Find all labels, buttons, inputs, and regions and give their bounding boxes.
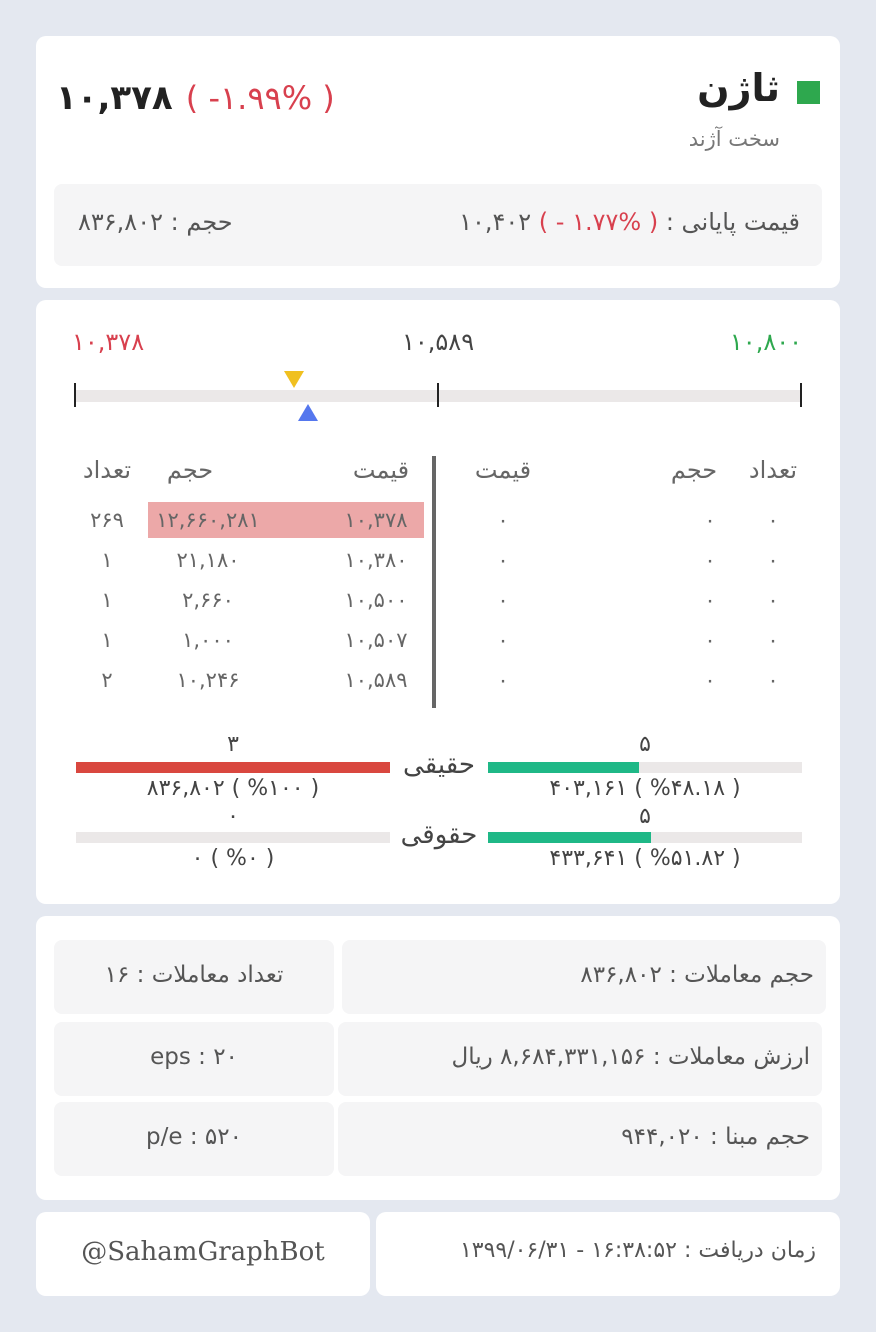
symbol-title: ثاژن <box>697 66 780 110</box>
buy-row-price: ۰ <box>497 668 509 692</box>
received-time-card <box>376 1212 840 1296</box>
buy-row-volume: ۰ <box>704 588 716 612</box>
legal-label: حقوقی <box>400 820 478 850</box>
real-label: حقیقی <box>403 750 475 780</box>
sell-row-volume: ۱,۰۰۰ <box>182 628 234 652</box>
sell-row-price: ۱۰,۵۰۰ <box>344 588 408 612</box>
sell-row-count: ۱ <box>101 628 113 652</box>
market-card <box>36 300 840 904</box>
real-sell-count: ۳ <box>227 732 239 757</box>
trade-volume: حجم معاملات : ۸۳۶,۸۰۲ <box>580 962 814 988</box>
sell-volume-header: حجم <box>166 456 214 484</box>
volume-row <box>78 208 233 236</box>
eps-box <box>54 1022 334 1096</box>
buy-row-count: ۰ <box>767 548 779 572</box>
legal-sell-count: ۰ <box>227 804 239 829</box>
pe: p/e : ۵۲۰ <box>146 1124 242 1150</box>
real-buy-text: ( %۴۸.۱۸ ) ۴۰۳,۱۶۱ <box>549 776 741 801</box>
last-price-group <box>56 78 335 118</box>
closing-price-row <box>459 208 800 236</box>
sell-row-price: ۱۰,۵۸۹ <box>344 668 408 692</box>
range-track <box>76 390 802 402</box>
buy-row-volume: ۰ <box>704 628 716 652</box>
buy-row-count: ۰ <box>767 628 779 652</box>
real-sell-text: ( %۱۰۰ ) ۸۳۶,۸۰۲ <box>146 776 320 801</box>
base-volume: حجم مبنا : ۹۴۴,۰۲۰ <box>621 1124 810 1150</box>
pe-box <box>54 1102 334 1176</box>
range-tick-mid <box>437 383 439 407</box>
header-card <box>36 36 840 288</box>
buy-row-volume: ۰ <box>704 508 716 532</box>
eps: eps : ۲۰ <box>150 1044 238 1070</box>
closing-price: ۱۰,۴۰۲ <box>459 208 532 236</box>
trade-value-box <box>338 1022 822 1096</box>
sell-row-volume: ۲,۶۶۰ <box>182 588 234 612</box>
sell-price-header: قیمت <box>352 456 410 484</box>
company-name: سخت آژند <box>688 127 780 151</box>
bot-handle-card <box>36 1212 370 1296</box>
range-mid-label: ۱۰,۵۸۹ <box>402 328 475 356</box>
sell-row-price: ۱۰,۳۷۸ <box>344 508 408 532</box>
buy-row-volume: ۰ <box>704 668 716 692</box>
summary-box <box>54 184 822 266</box>
buy-row-price: ۰ <box>497 548 509 572</box>
legal-buy-bar <box>488 832 651 843</box>
sell-row-price: ۱۰,۵۰۷ <box>344 628 408 652</box>
trade-volume-box <box>342 940 826 1014</box>
range-tick-left <box>74 383 76 407</box>
buy-row-price: ۰ <box>497 628 509 652</box>
legal-buy-count: ۵ <box>639 804 651 829</box>
range-tick-right <box>800 383 802 407</box>
last-price-marker-icon <box>298 404 318 421</box>
change-percent: ( -۱.۹۹% ) <box>185 79 335 117</box>
buy-row-volume: ۰ <box>704 548 716 572</box>
range-low-label: ۱۰,۳۷۸ <box>72 328 145 356</box>
volume-value: ۸۳۶,۸۰۲ <box>78 208 163 236</box>
trade-count-box <box>54 940 334 1014</box>
sell-row-count: ۲ <box>101 668 113 692</box>
sell-row-count: ۲۶۹ <box>90 508 124 532</box>
closing-price-marker-icon <box>284 371 304 388</box>
stats-card <box>36 916 840 1200</box>
real-buy-bar <box>488 762 639 773</box>
orderbook-divider <box>432 456 436 708</box>
closing-label: قیمت پایانی : <box>665 208 800 236</box>
received-time: زمان دریافت : ۱۶:۳۸:۵۲ - ۱۳۹۹/۰۶/۳۱ <box>459 1238 816 1263</box>
buy-count-header: تعداد <box>748 456 798 484</box>
volume-label: حجم : <box>170 208 233 236</box>
trade-count: تعداد معاملات : ۱۶ <box>104 962 284 988</box>
closing-change: ( %۱.۷۷ - ) <box>538 208 659 236</box>
legal-buy-text: ( %۵۱.۸۲ ) ۴۳۳,۶۴۱ <box>549 846 741 871</box>
sell-row-volume: ۱۲,۶۶۰,۲۸۱ <box>156 508 260 532</box>
legal-sell-bar-bg <box>76 832 390 843</box>
buy-row-price: ۰ <box>497 588 509 612</box>
real-buy-count: ۵ <box>639 732 651 757</box>
real-sell-bar <box>76 762 390 773</box>
sell-row-volume: ۲۱,۱۸۰ <box>176 548 240 572</box>
legal-sell-text: ( %۰ ) ۰ <box>191 846 275 871</box>
sell-row-volume: ۱۰,۲۴۶ <box>176 668 240 692</box>
buy-price-header: قیمت <box>474 456 532 484</box>
buy-volume-header: حجم <box>670 456 718 484</box>
last-price: ۱۰,۳۷۸ <box>56 78 173 118</box>
bot-handle[interactable]: @SahamGraphBot <box>81 1237 325 1267</box>
status-square-icon <box>797 81 820 104</box>
sell-row-count: ۱ <box>101 588 113 612</box>
sell-row-price: ۱۰,۳۸۰ <box>344 548 408 572</box>
buy-row-count: ۰ <box>767 588 779 612</box>
base-volume-box <box>338 1102 822 1176</box>
buy-row-count: ۰ <box>767 668 779 692</box>
sell-row-count: ۱ <box>101 548 113 572</box>
range-high-label: ۱۰,۸۰۰ <box>729 328 802 356</box>
buy-row-count: ۰ <box>767 508 779 532</box>
trade-value: ارزش معاملات : ۸,۶۸۴,۳۳۱,۱۵۶ ریال <box>451 1044 810 1070</box>
buy-row-price: ۰ <box>497 508 509 532</box>
sell-count-header: تعداد <box>82 456 132 484</box>
